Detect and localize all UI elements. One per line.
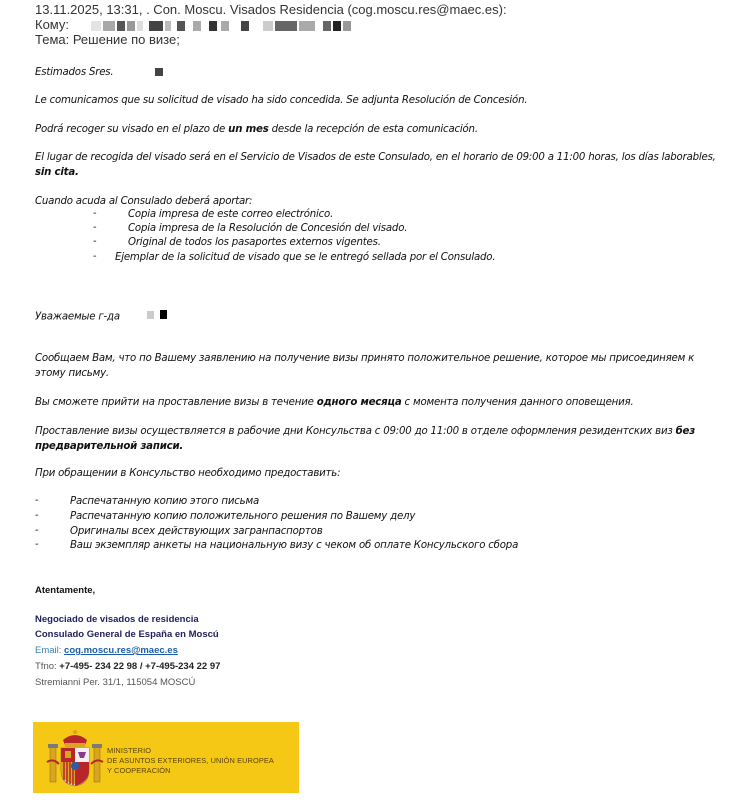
spanish-paragraph-3: El lugar de recogida del visado será en el Servicio de Visados de este Consulado, en el horario de 09:00 a 11:00 horas, los días laborables, sin cita. xyxy=(35,152,716,178)
list-bullet: - xyxy=(93,208,97,219)
list-bullet: - xyxy=(35,539,39,550)
list-item: Распечатанную копию этого письма xyxy=(70,496,259,507)
signature-email-link[interactable]: cog.moscu.res@maec.es xyxy=(64,645,178,656)
email-subject-line: Тема: Решение по визе; xyxy=(35,32,180,47)
russian-paragraph-1: Сообщаем Вам, что по Вашему заявлению на получение визы принято положительное решение, которое мы присоединяем к этому письму. xyxy=(35,353,695,379)
signature-department: Negociado de visados de residencia xyxy=(35,614,199,625)
redacted-name xyxy=(147,309,167,324)
list-item: Copia impresa de este correo electrónico. xyxy=(128,209,334,220)
list-bullet: - xyxy=(35,525,39,536)
signature-address: Stremianni Per. 31/1, 115054 MOSCÚ xyxy=(35,677,196,688)
list-item: Copia impresa de la Resolución de Concesión del visado. xyxy=(128,223,408,234)
list-item: Original de todos los pasaportes externos vigentes. xyxy=(128,237,381,248)
signature-phone-line: Tfno: +7-495- 234 22 98 / +7-495-234 22 97 xyxy=(35,661,221,672)
list-item: Ejemplar de la solicitud de visado que se le entregó sellada por el Consulado. xyxy=(115,252,496,263)
spanish-greeting: Estimados Sres. xyxy=(35,65,163,80)
to-label: Кому: xyxy=(35,17,69,32)
spanish-paragraph-1: Le comunicamos que su solicitud de visado ha sido concedida. Se adjunta Resolución de Concesión. xyxy=(35,95,528,106)
list-bullet: - xyxy=(93,251,97,262)
signature-office: Consulado General de España en Moscú xyxy=(35,629,219,640)
list-bullet: - xyxy=(93,236,97,247)
list-bullet: - xyxy=(35,510,39,521)
spanish-list-intro: Cuando acuda al Consulado deberá aportar: xyxy=(35,196,253,207)
russian-paragraph-3: Проставление визы осуществляется в рабочие дни Консульства с 09:00 до 11:00 в отделе оформления резидентских виз без предварительной записи. xyxy=(35,426,695,452)
list-bullet: - xyxy=(93,222,97,233)
signature-closing: Atentamente, xyxy=(35,585,96,596)
ministry-name: MINISTERIO DE ASUNTOS EXTERIORES, UNIÓN EUROPEA Y COOPERACIÓN xyxy=(107,746,274,775)
list-item: Распечатанную копию положительного решения по Вашему делу xyxy=(70,511,416,522)
list-bullet: - xyxy=(35,495,39,506)
russian-list-intro: При обращении в Консульство необходимо предоставить: xyxy=(35,468,341,479)
spanish-paragraph-2: Podrá recoger su visado en el plazo de un mes desde la recepción de esta comunicación. xyxy=(35,124,478,135)
redacted-name xyxy=(155,68,163,76)
coat-of-arms-icon xyxy=(45,728,105,790)
ministry-logo xyxy=(33,722,299,793)
list-item: Оригиналы всех действующих загранпаспортов xyxy=(70,526,323,537)
russian-paragraph-2: Вы сможете прийти на проставление визы в течение одного месяца с момента получения данного оповещения. xyxy=(35,397,634,408)
signature-email-line: Email: cog.moscu.res@maec.es xyxy=(35,645,178,656)
email-to-line xyxy=(35,17,353,32)
russian-greeting: Уважаемые г-да xyxy=(35,309,167,325)
redacted-recipient xyxy=(91,17,353,32)
list-item: Ваш экземпляр анкеты на национальную визу с чеком об оплате Консульского сбора xyxy=(70,540,519,551)
email-from-line: 13.11.2025, 13:31, . Con. Moscu. Visados Residencia (cog.moscu.res@maec.es): xyxy=(35,2,507,17)
